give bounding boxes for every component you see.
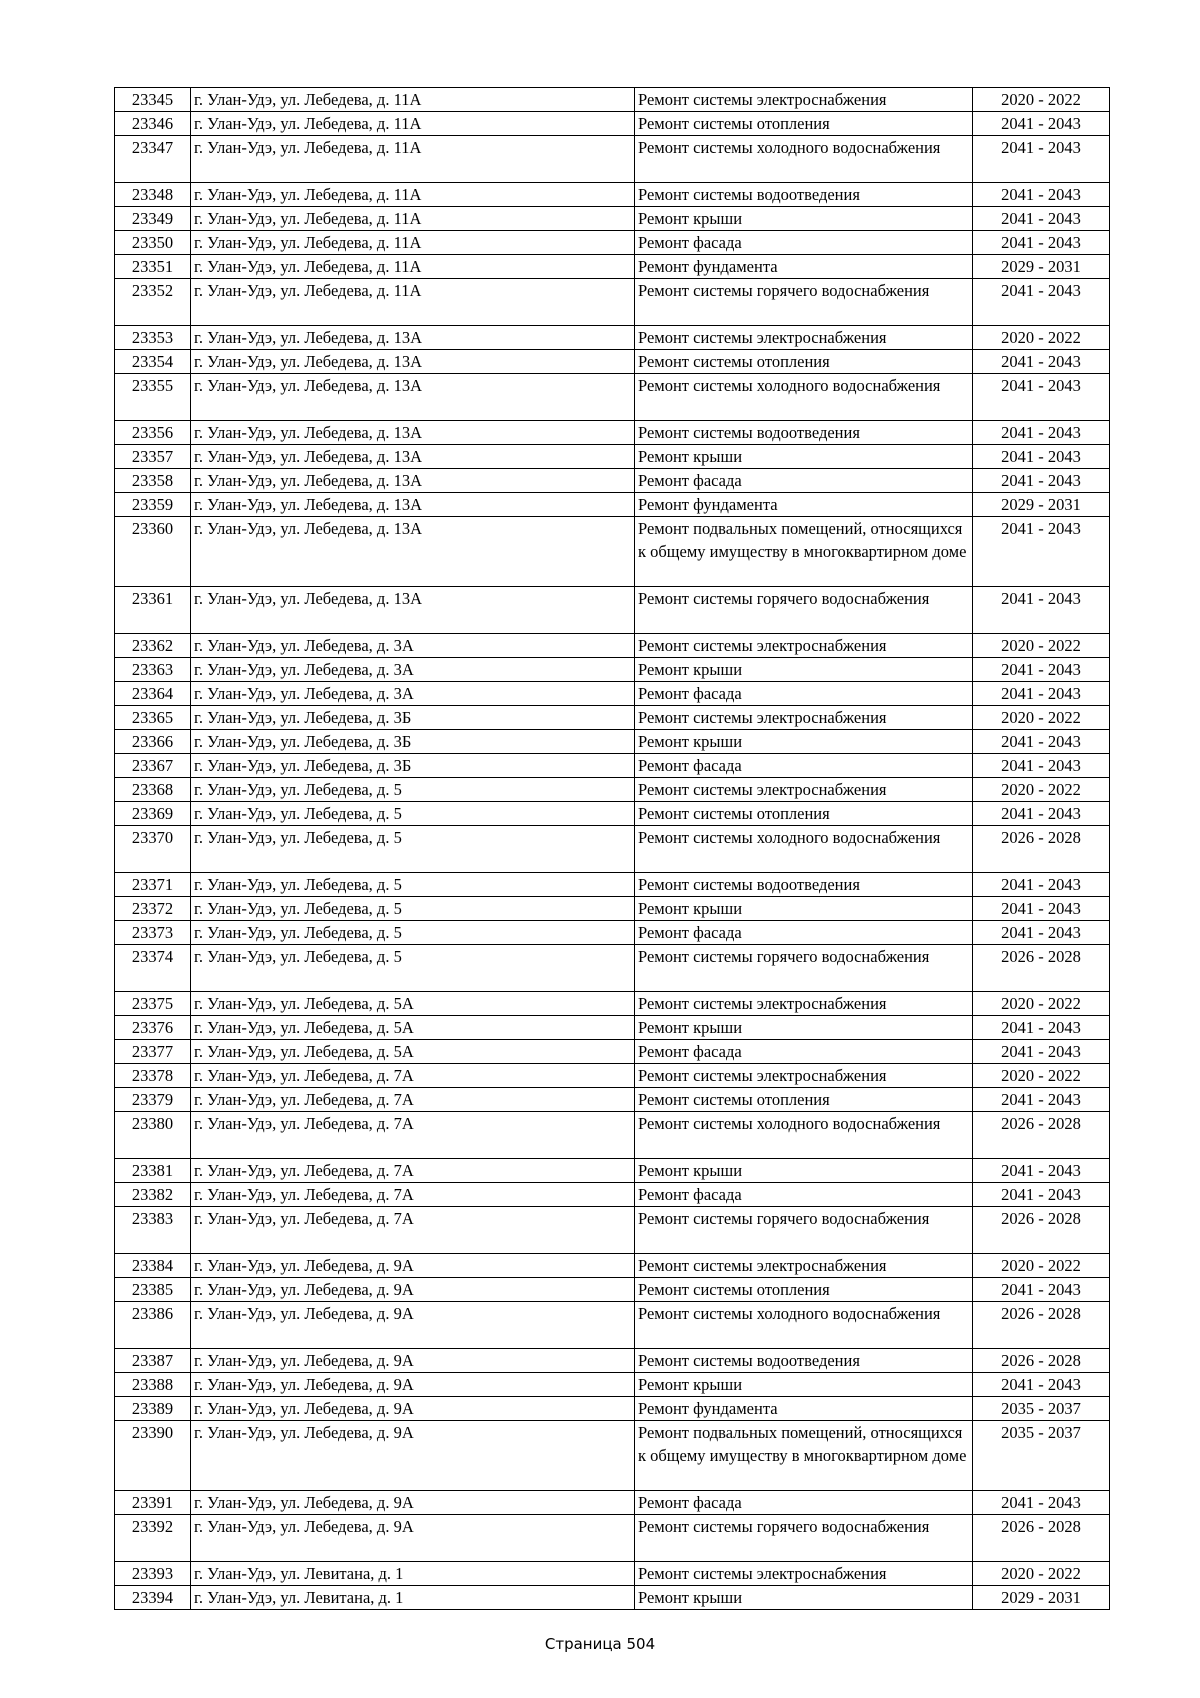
row-work-type: Ремонт крыши [635,1016,973,1040]
row-period: 2041 - 2043 [973,1278,1110,1302]
table-row [115,873,1110,897]
row-period: 2026 - 2028 [973,1349,1110,1373]
row-number: 23373 [115,921,191,945]
row-work-type: Ремонт системы отопления [635,112,973,136]
row-address: г. Улан-Удэ, ул. Лебедева, д. 7А [191,1064,635,1088]
row-number: 23351 [115,255,191,279]
row-period: 2041 - 2043 [973,183,1110,207]
row-number: 23367 [115,754,191,778]
row-work-type: Ремонт системы горячего водоснабжения [635,945,973,992]
row-period: 2041 - 2043 [973,1183,1110,1207]
row-work-type: Ремонт системы водоотведения [635,1349,973,1373]
row-number: 23391 [115,1491,191,1515]
table-row [115,682,1110,706]
row-work-type: Ремонт системы отопления [635,1088,973,1112]
table-row [115,88,1110,112]
row-address: г. Улан-Удэ, ул. Лебедева, д. 3А [191,682,635,706]
row-address: г. Улан-Удэ, ул. Лебедева, д. 9А [191,1302,635,1349]
table-row [115,706,1110,730]
row-address: г. Улан-Удэ, ул. Лебедева, д. 11А [191,183,635,207]
table-row [115,1373,1110,1397]
row-number: 23371 [115,873,191,897]
row-period: 2041 - 2043 [973,921,1110,945]
row-period: 2041 - 2043 [973,682,1110,706]
row-number: 23362 [115,634,191,658]
repair-schedule-table [114,87,1110,1610]
row-work-type: Ремонт системы электроснабжения [635,634,973,658]
row-address: г. Улан-Удэ, ул. Лебедева, д. 11А [191,88,635,112]
table-row [115,136,1110,183]
row-address: г. Улан-Удэ, ул. Лебедева, д. 5 [191,778,635,802]
row-number: 23358 [115,469,191,493]
row-number: 23384 [115,1254,191,1278]
row-period: 2041 - 2043 [973,587,1110,634]
table-row [115,326,1110,350]
row-address: г. Улан-Удэ, ул. Лебедева, д. 3Б [191,754,635,778]
row-number: 23359 [115,493,191,517]
row-period: 2020 - 2022 [973,778,1110,802]
row-work-type: Ремонт системы водоотведения [635,873,973,897]
row-address: г. Улан-Удэ, ул. Левитана, д. 1 [191,1562,635,1586]
row-address: г. Улан-Удэ, ул. Лебедева, д. 11А [191,207,635,231]
row-address: г. Улан-Удэ, ул. Левитана, д. 1 [191,1586,635,1610]
row-period: 2041 - 2043 [973,445,1110,469]
row-number: 23370 [115,826,191,873]
row-number: 23382 [115,1183,191,1207]
row-number: 23353 [115,326,191,350]
row-number: 23363 [115,658,191,682]
table-row [115,1349,1110,1373]
row-work-type: Ремонт системы электроснабжения [635,326,973,350]
row-work-type: Ремонт системы электроснабжения [635,1064,973,1088]
row-address: г. Улан-Удэ, ул. Лебедева, д. 13А [191,326,635,350]
row-period: 2020 - 2022 [973,706,1110,730]
row-address: г. Улан-Удэ, ул. Лебедева, д. 13А [191,493,635,517]
row-address: г. Улан-Удэ, ул. Лебедева, д. 9А [191,1397,635,1421]
row-work-type: Ремонт системы водоотведения [635,183,973,207]
row-work-type: Ремонт системы горячего водоснабжения [635,587,973,634]
row-address: г. Улан-Удэ, ул. Лебедева, д. 13А [191,350,635,374]
row-period: 2026 - 2028 [973,1112,1110,1159]
table-row [115,778,1110,802]
row-number: 23345 [115,88,191,112]
row-number: 23383 [115,1207,191,1254]
row-period: 2041 - 2043 [973,1016,1110,1040]
table-row [115,112,1110,136]
table-row [115,255,1110,279]
row-number: 23365 [115,706,191,730]
row-address: г. Улан-Удэ, ул. Лебедева, д. 13А [191,421,635,445]
table-row [115,421,1110,445]
table-row [115,897,1110,921]
row-period: 2041 - 2043 [973,350,1110,374]
row-work-type: Ремонт системы горячего водоснабжения [635,279,973,326]
row-work-type: Ремонт системы отопления [635,350,973,374]
row-period: 2041 - 2043 [973,136,1110,183]
table-row [115,517,1110,587]
row-period: 2041 - 2043 [973,421,1110,445]
row-period: 2041 - 2043 [973,469,1110,493]
row-number: 23385 [115,1278,191,1302]
row-address: г. Улан-Удэ, ул. Лебедева, д. 5А [191,1016,635,1040]
row-address: г. Улан-Удэ, ул. Лебедева, д. 11А [191,255,635,279]
row-address: г. Улан-Удэ, ул. Лебедева, д. 9А [191,1421,635,1491]
row-period: 2041 - 2043 [973,873,1110,897]
row-address: г. Улан-Удэ, ул. Лебедева, д. 3А [191,634,635,658]
table-row [115,445,1110,469]
table-row [115,754,1110,778]
table-body [115,88,1110,1610]
row-number: 23350 [115,231,191,255]
row-address: г. Улан-Удэ, ул. Лебедева, д. 9А [191,1349,635,1373]
table-row [115,350,1110,374]
table-row [115,1040,1110,1064]
row-address: г. Улан-Удэ, ул. Лебедева, д. 13А [191,587,635,634]
table-row [115,1088,1110,1112]
page-number: Страница 504 [544,1635,656,1653]
row-work-type: Ремонт системы холодного водоснабжения [635,136,973,183]
table-row [115,658,1110,682]
row-number: 23394 [115,1586,191,1610]
row-period: 2026 - 2028 [973,1302,1110,1349]
table-row [115,1159,1110,1183]
row-address: г. Улан-Удэ, ул. Лебедева, д. 11А [191,231,635,255]
table-row [115,921,1110,945]
row-number: 23392 [115,1515,191,1562]
row-work-type: Ремонт крыши [635,445,973,469]
row-number: 23366 [115,730,191,754]
row-period: 2041 - 2043 [973,1491,1110,1515]
table-row [115,1183,1110,1207]
table-row [115,1064,1110,1088]
row-number: 23356 [115,421,191,445]
table-row [115,1302,1110,1349]
table-row [115,1562,1110,1586]
row-work-type: Ремонт крыши [635,730,973,754]
row-number: 23374 [115,945,191,992]
row-number: 23387 [115,1349,191,1373]
row-work-type: Ремонт системы электроснабжения [635,992,973,1016]
row-period: 2020 - 2022 [973,1254,1110,1278]
row-address: г. Улан-Удэ, ул. Лебедева, д. 3А [191,658,635,682]
row-work-type: Ремонт крыши [635,658,973,682]
row-work-type: Ремонт системы электроснабжения [635,778,973,802]
row-work-type: Ремонт системы отопления [635,1278,973,1302]
row-number: 23361 [115,587,191,634]
row-work-type: Ремонт системы электроснабжения [635,1254,973,1278]
row-number: 23389 [115,1397,191,1421]
table-row [115,493,1110,517]
row-number: 23369 [115,802,191,826]
row-number: 23390 [115,1421,191,1491]
row-period: 2041 - 2043 [973,517,1110,587]
row-work-type: Ремонт фундамента [635,1397,973,1421]
row-number: 23393 [115,1562,191,1586]
row-address: г. Улан-Удэ, ул. Лебедева, д. 5 [191,921,635,945]
row-period: 2029 - 2031 [973,255,1110,279]
row-number: 23388 [115,1373,191,1397]
row-number: 23357 [115,445,191,469]
row-work-type: Ремонт крыши [635,897,973,921]
row-number: 23347 [115,136,191,183]
row-work-type: Ремонт фасада [635,682,973,706]
row-work-type: Ремонт системы электроснабжения [635,706,973,730]
row-address: г. Улан-Удэ, ул. Лебедева, д. 11А [191,112,635,136]
table-row [115,1586,1110,1610]
row-number: 23386 [115,1302,191,1349]
row-address: г. Улан-Удэ, ул. Лебедева, д. 11А [191,136,635,183]
row-period: 2041 - 2043 [973,1040,1110,1064]
row-work-type: Ремонт системы холодного водоснабжения [635,1112,973,1159]
row-period: 2035 - 2037 [973,1421,1110,1491]
row-address: г. Улан-Удэ, ул. Лебедева, д. 13А [191,374,635,421]
row-work-type: Ремонт фасада [635,1040,973,1064]
table-row [115,1421,1110,1491]
table-row [115,730,1110,754]
row-address: г. Улан-Удэ, ул. Лебедева, д. 5 [191,945,635,992]
row-address: г. Улан-Удэ, ул. Лебедева, д. 5 [191,873,635,897]
row-address: г. Улан-Удэ, ул. Лебедева, д. 9А [191,1278,635,1302]
row-address: г. Улан-Удэ, ул. Лебедева, д. 3Б [191,730,635,754]
row-number: 23368 [115,778,191,802]
row-work-type: Ремонт фасада [635,231,973,255]
row-work-type: Ремонт фасада [635,921,973,945]
row-period: 2020 - 2022 [973,1064,1110,1088]
table-row [115,587,1110,634]
row-number: 23354 [115,350,191,374]
row-address: г. Улан-Удэ, ул. Лебедева, д. 5А [191,992,635,1016]
table-row [115,945,1110,992]
row-period: 2020 - 2022 [973,326,1110,350]
row-work-type: Ремонт крыши [635,207,973,231]
row-address: г. Улан-Удэ, ул. Лебедева, д. 9А [191,1254,635,1278]
row-address: г. Улан-Удэ, ул. Лебедева, д. 5 [191,826,635,873]
row-work-type: Ремонт фасада [635,754,973,778]
row-work-type: Ремонт подвальных помещений, относящихся к общему имуществу в многоквартирном доме [635,1421,973,1491]
table-row [115,802,1110,826]
row-address: г. Улан-Удэ, ул. Лебедева, д. 7А [191,1207,635,1254]
row-address: г. Улан-Удэ, ул. Лебедева, д. 5 [191,802,635,826]
row-address: г. Улан-Удэ, ул. Лебедева, д. 11А [191,279,635,326]
row-number: 23372 [115,897,191,921]
table-row [115,1207,1110,1254]
row-number: 23346 [115,112,191,136]
table-row [115,1016,1110,1040]
row-work-type: Ремонт фасада [635,1491,973,1515]
row-number: 23379 [115,1088,191,1112]
row-period: 2041 - 2043 [973,897,1110,921]
row-period: 2041 - 2043 [973,112,1110,136]
row-period: 2041 - 2043 [973,802,1110,826]
row-work-type: Ремонт крыши [635,1373,973,1397]
row-work-type: Ремонт фасада [635,1183,973,1207]
row-period: 2020 - 2022 [973,992,1110,1016]
table-row [115,183,1110,207]
row-period: 2026 - 2028 [973,1207,1110,1254]
row-number: 23376 [115,1016,191,1040]
row-period: 2041 - 2043 [973,231,1110,255]
row-work-type: Ремонт системы горячего водоснабжения [635,1515,973,1562]
row-period: 2035 - 2037 [973,1397,1110,1421]
row-period: 2041 - 2043 [973,207,1110,231]
row-period: 2041 - 2043 [973,1373,1110,1397]
row-work-type: Ремонт крыши [635,1159,973,1183]
row-period: 2020 - 2022 [973,1562,1110,1586]
table-row [115,992,1110,1016]
row-period: 2041 - 2043 [973,1088,1110,1112]
row-address: г. Улан-Удэ, ул. Лебедева, д. 9А [191,1373,635,1397]
row-address: г. Улан-Удэ, ул. Лебедева, д. 3Б [191,706,635,730]
table-row [115,1112,1110,1159]
row-work-type: Ремонт системы электроснабжения [635,88,973,112]
row-address: г. Улан-Удэ, ул. Лебедева, д. 7А [191,1088,635,1112]
row-address: г. Улан-Удэ, ул. Лебедева, д. 5А [191,1040,635,1064]
row-address: г. Улан-Удэ, ул. Лебедева, д. 13А [191,469,635,493]
row-number: 23364 [115,682,191,706]
row-work-type: Ремонт крыши [635,1586,973,1610]
row-number: 23378 [115,1064,191,1088]
table-row [115,634,1110,658]
row-number: 23380 [115,1112,191,1159]
row-work-type: Ремонт системы водоотведения [635,421,973,445]
row-period: 2041 - 2043 [973,374,1110,421]
table-row [115,1254,1110,1278]
row-address: г. Улан-Удэ, ул. Лебедева, д. 7А [191,1112,635,1159]
row-period: 2020 - 2022 [973,88,1110,112]
row-period: 2020 - 2022 [973,634,1110,658]
row-number: 23352 [115,279,191,326]
row-number: 23375 [115,992,191,1016]
table-row [115,1397,1110,1421]
row-number: 23381 [115,1159,191,1183]
row-address: г. Улан-Удэ, ул. Лебедева, д. 9А [191,1515,635,1562]
row-number: 23348 [115,183,191,207]
row-work-type: Ремонт фасада [635,469,973,493]
row-period: 2041 - 2043 [973,279,1110,326]
row-address: г. Улан-Удэ, ул. Лебедева, д. 7А [191,1159,635,1183]
row-period: 2029 - 2031 [973,493,1110,517]
row-work-type: Ремонт системы холодного водоснабжения [635,1302,973,1349]
table-row [115,231,1110,255]
table-row [115,469,1110,493]
table-row [115,1491,1110,1515]
row-address: г. Улан-Удэ, ул. Лебедева, д. 13А [191,517,635,587]
row-period: 2041 - 2043 [973,658,1110,682]
row-work-type: Ремонт системы холодного водоснабжения [635,826,973,873]
row-period: 2026 - 2028 [973,945,1110,992]
table-row [115,826,1110,873]
row-period: 2041 - 2043 [973,730,1110,754]
row-period: 2026 - 2028 [973,1515,1110,1562]
row-address: г. Улан-Удэ, ул. Лебедева, д. 5 [191,897,635,921]
row-address: г. Улан-Удэ, ул. Лебедева, д. 7А [191,1183,635,1207]
row-work-type: Ремонт системы электроснабжения [635,1562,973,1586]
row-number: 23377 [115,1040,191,1064]
row-period: 2041 - 2043 [973,1159,1110,1183]
row-address: г. Улан-Удэ, ул. Лебедева, д. 13А [191,445,635,469]
row-number: 23360 [115,517,191,587]
table-row [115,279,1110,326]
row-work-type: Ремонт фундамента [635,493,973,517]
table-row [115,1278,1110,1302]
row-address: г. Улан-Удэ, ул. Лебедева, д. 9А [191,1491,635,1515]
row-work-type: Ремонт фундамента [635,255,973,279]
table-row [115,374,1110,421]
row-number: 23355 [115,374,191,421]
table-row [115,207,1110,231]
row-period: 2041 - 2043 [973,754,1110,778]
row-period: 2026 - 2028 [973,826,1110,873]
row-period: 2029 - 2031 [973,1586,1110,1610]
row-work-type: Ремонт системы горячего водоснабжения [635,1207,973,1254]
row-work-type: Ремонт системы отопления [635,802,973,826]
row-work-type: Ремонт системы холодного водоснабжения [635,374,973,421]
row-work-type: Ремонт подвальных помещений, относящихся к общему имуществу в многоквартирном доме [635,517,973,587]
table-row [115,1515,1110,1562]
row-number: 23349 [115,207,191,231]
